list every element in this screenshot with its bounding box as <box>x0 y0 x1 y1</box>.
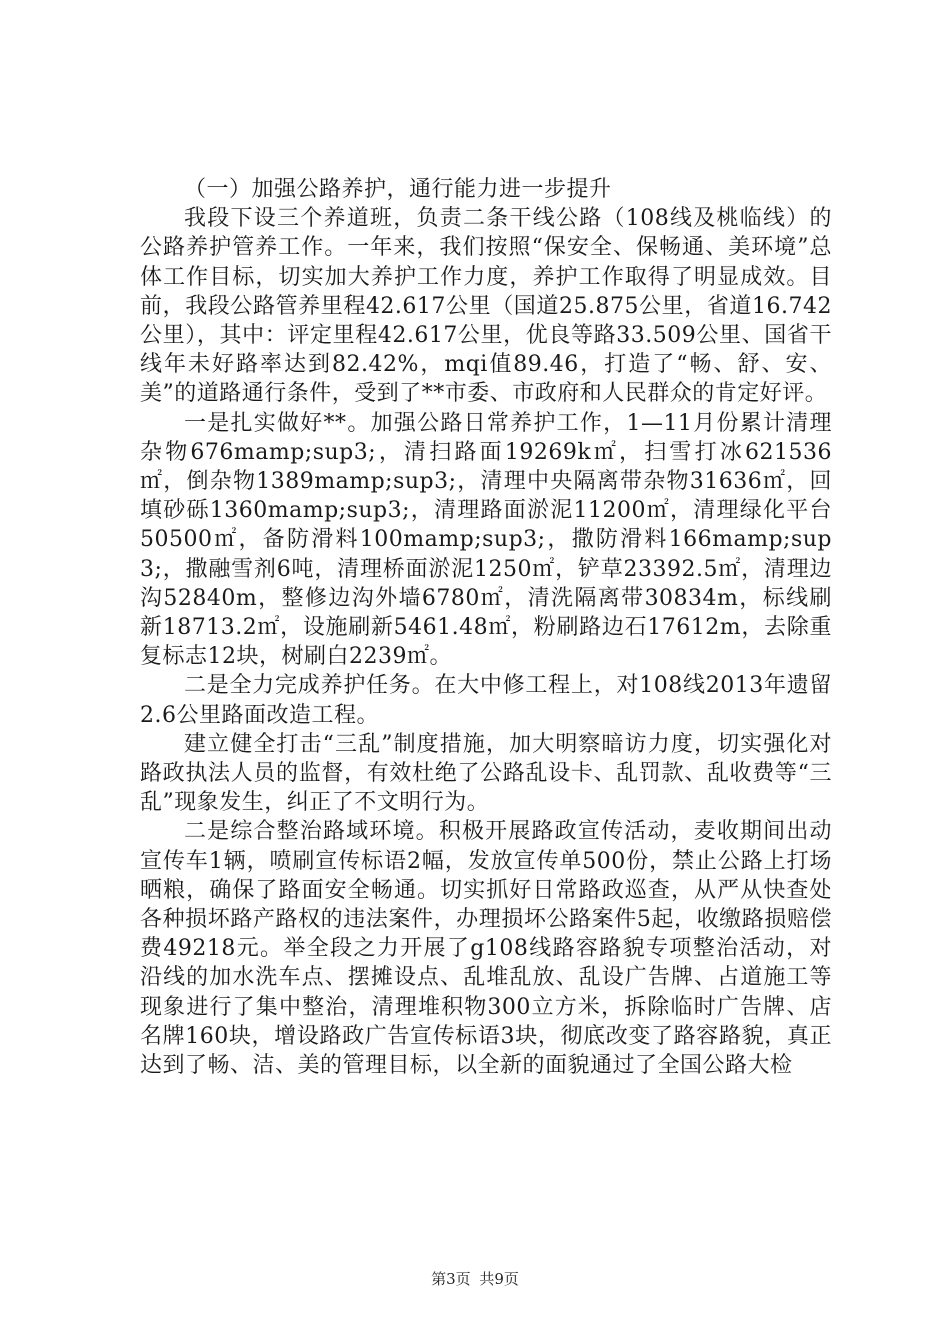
paragraph-maintenance-tasks: 二是全力完成养护任务。在大中修工程上，对108线2013年遗留2.6公里路面改造工程。 <box>140 673 832 728</box>
paragraph-three-chaos: 建立健全打击“三乱”制度措施，加大明察暗访力度，切实强化对路政执法人员的监督，有效杜绝了公路乱设卡、乱罚款、乱收费等“三乱”现象发生，纠正了不文明行为。 <box>140 731 832 816</box>
section-heading: （一）加强公路养护，通行能力进一步提升 <box>184 177 612 202</box>
document-body <box>140 175 832 1080</box>
page-total: 共9页 <box>479 1270 519 1288</box>
paragraph-road-environment: 二是综合整治路域环境。积极开展路政宣传活动，麦收期间出动宣传车1辆，喷刷宣传标语2幅，发放宣传单500份，禁止公路上打场晒粮，确保了路面安全畅通。切实抓好日常路政巡查，从严从快查处各种损坏路产路权的违法案件，办理损坏公路案件5起，收缴路损赔偿费49218元。举全段之力开展了g108线路容路貌专项整治活动，对沿线的加水洗车点、摆摊设点、乱堆乱放、乱设广告牌、占道施工等现象进行了集中整治，清理堆积物300立方米，拆除临时广告牌、店名牌160块，增设路政广告宣传标语3块，彻底改变了路容路貌，真正达到了畅、洁、美的管理目标，以全新的面貌通过了全国公路大检 <box>140 819 832 1079</box>
page-footer <box>0 1268 950 1289</box>
paragraph-daily-maintenance: 一是扎实做好**。加强公路日常养护工作，1—11月份累计清理杂物676mamp;sup3;，清扫路面19269k㎡，扫雪打冰621536㎡，倒杂物1389mamp;sup3;，清理中央隔离带杂物31636㎡，回填砂砾1360mamp;sup3;，清理路面淤泥11200㎡，清理绿化平台50500㎡，备防滑料100mamp;sup3;，撒防滑料166mamp;sup3;，撒融雪剂6吨，清理桥面淤泥1250㎡，铲草23392.5㎡，清理边沟52840m，整修边沟外墙6780㎡，清洗隔离带30834m，标线刷新18713.2㎡，设施刷新5461.48㎡，粉刷路边石17612m，去除重复标志12块，树刷白2239㎡。 <box>140 410 832 670</box>
page-number: 第3页 <box>431 1270 471 1288</box>
paragraph-maintenance-overview: 我段下设三个养道班，负责二条干线公路（108线及桃临线）的公路养护管养工作。一年来，我们按照“保安全、保畅通、美环境”总体工作目标，切实加大养护工作力度，养护工作取得了明显成效。目前，我段公路管养里程42.617公里（国道25.875公里，省道16.742公里），其中：评定里程42.617公里，优良等路33.509公里、国省干线年未好路率达到82.42%，mqi值89.46，打造了“畅、舒、安、美”的道路通行条件，受到了**市委、市政府和人民群众的肯定好评。 <box>140 206 832 407</box>
